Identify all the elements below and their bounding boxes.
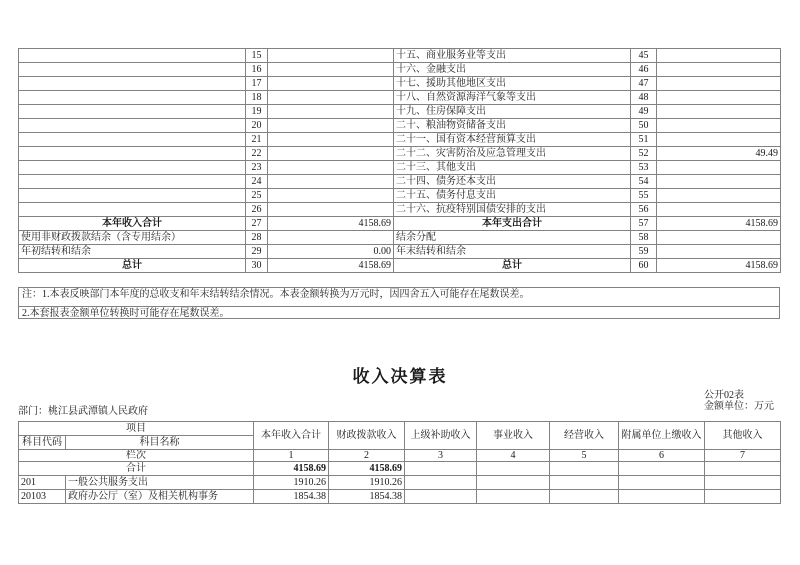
summary-row — [19, 77, 781, 91]
right-label: 十九、住房保障支出 — [394, 105, 631, 119]
header-col-fiscal-appropriation: 财政拨款收入 — [329, 422, 405, 450]
right-label: 二十五、债务付息支出 — [394, 189, 631, 203]
right-row-number: 60 — [631, 259, 657, 273]
summary-row — [19, 175, 781, 189]
right-label: 十五、商业服务业等支出 — [394, 49, 631, 63]
right-label: 二十、粮油物资储备支出 — [394, 119, 631, 133]
lane-num: 6 — [619, 450, 705, 462]
subject-name: 一般公共服务支出 — [66, 476, 254, 490]
right-value: 49.49 — [657, 147, 781, 161]
right-label: 二十六、抗疫特别国债安排的支出 — [394, 203, 631, 217]
left-value: 0.00 — [268, 245, 394, 259]
income-value — [705, 462, 781, 476]
summary-row — [19, 259, 781, 273]
right-value — [657, 119, 781, 133]
income-value: 1854.38 — [329, 490, 405, 504]
income-value — [477, 462, 550, 476]
lane-num: 7 — [705, 450, 781, 462]
income-value: 1854.38 — [254, 490, 329, 504]
left-label — [19, 147, 246, 161]
income-value — [477, 476, 550, 490]
summary-row — [19, 231, 781, 245]
right-row-number: 54 — [631, 175, 657, 189]
summary-row — [19, 133, 781, 147]
right-row-number: 47 — [631, 77, 657, 91]
header-col-operating-income: 经营收入 — [550, 422, 619, 450]
lane-row — [19, 450, 781, 462]
right-value — [657, 49, 781, 63]
income-value — [477, 490, 550, 504]
right-row-number: 49 — [631, 105, 657, 119]
left-value — [268, 49, 394, 63]
income-value: 4158.69 — [329, 462, 405, 476]
left-value — [268, 105, 394, 119]
left-label: 使用非财政拨款结余（含专用结余） — [19, 231, 246, 245]
summary-row — [19, 63, 781, 77]
right-label: 二十四、债务还本支出 — [394, 175, 631, 189]
left-value — [268, 231, 394, 245]
left-row-number: 18 — [246, 91, 268, 105]
summary-row — [19, 147, 781, 161]
left-row-number: 30 — [246, 259, 268, 273]
income-value — [405, 490, 477, 504]
income-value — [550, 462, 619, 476]
left-row-number: 28 — [246, 231, 268, 245]
left-value — [268, 63, 394, 77]
left-value — [268, 91, 394, 105]
left-value — [268, 77, 394, 91]
right-row-number: 51 — [631, 133, 657, 147]
summary-row — [19, 119, 781, 133]
department-label: 部门：桃江县武潭镇人民政府 — [18, 406, 148, 417]
right-row-number: 48 — [631, 91, 657, 105]
right-row-number: 46 — [631, 63, 657, 77]
left-row-number: 19 — [246, 105, 268, 119]
right-label: 结余分配 — [394, 231, 631, 245]
left-label — [19, 77, 246, 91]
income-value: 1910.26 — [254, 476, 329, 490]
summary-row — [19, 91, 781, 105]
header-project: 项目 — [19, 422, 254, 436]
left-row-number: 23 — [246, 161, 268, 175]
right-value — [657, 77, 781, 91]
income-table-body — [19, 462, 781, 504]
left-row-number: 17 — [246, 77, 268, 91]
left-value — [268, 189, 394, 203]
right-label: 二十三、其他支出 — [394, 161, 631, 175]
right-value — [657, 133, 781, 147]
left-value — [268, 147, 394, 161]
left-row-number: 25 — [246, 189, 268, 203]
right-value: 4158.69 — [657, 217, 781, 231]
right-label: 本年支出合计 — [394, 217, 631, 231]
left-label — [19, 189, 246, 203]
summary-row — [19, 105, 781, 119]
right-value: 4158.69 — [657, 259, 781, 273]
left-label — [19, 119, 246, 133]
right-value — [657, 245, 781, 259]
right-label: 十八、自然资源海洋气象等支出 — [394, 91, 631, 105]
summary-row — [19, 49, 781, 63]
lane-num: 3 — [405, 450, 477, 462]
left-value — [268, 161, 394, 175]
right-value — [657, 161, 781, 175]
left-row-number: 16 — [246, 63, 268, 77]
right-label: 二十二、灾害防治及应急管理支出 — [394, 147, 631, 161]
summary-note-1: 注：1.本表反映部门本年度的总收支和年末结转结余情况。本表金额转换为万元时，因四舍五入可能存在尾数误差。 — [18, 287, 780, 307]
income-row — [19, 490, 781, 504]
income-table — [18, 421, 781, 504]
income-value — [405, 462, 477, 476]
left-value — [268, 119, 394, 133]
lane-num: 5 — [550, 450, 619, 462]
left-label — [19, 203, 246, 217]
left-label — [19, 63, 246, 77]
right-value — [657, 231, 781, 245]
left-value — [268, 175, 394, 189]
right-label: 十六、金融支出 — [394, 63, 631, 77]
income-value — [619, 476, 705, 490]
summary-note-2: 2.本套报表金额单位转换时可能存在尾数误差。 — [18, 306, 780, 319]
left-row-number: 15 — [246, 49, 268, 63]
left-label: 年初结转和结余 — [19, 245, 246, 259]
right-row-number: 50 — [631, 119, 657, 133]
right-row-number: 56 — [631, 203, 657, 217]
income-value — [550, 476, 619, 490]
header-col-subordinate-remit: 附属单位上缴收入 — [619, 422, 705, 450]
right-label: 总计 — [394, 259, 631, 273]
left-label: 总计 — [19, 259, 246, 273]
income-value — [550, 490, 619, 504]
lane-num: 1 — [254, 450, 329, 462]
right-label: 年末结转和结余 — [394, 245, 631, 259]
income-value: 4158.69 — [254, 462, 329, 476]
right-label: 二十一、国有资本经营预算支出 — [394, 133, 631, 147]
subject-code: 201 — [19, 476, 66, 490]
income-value — [405, 476, 477, 490]
left-value: 4158.69 — [268, 259, 394, 273]
left-row-number: 29 — [246, 245, 268, 259]
left-row-number: 20 — [246, 119, 268, 133]
left-value — [268, 133, 394, 147]
right-value — [657, 175, 781, 189]
subject-name: 合计 — [19, 462, 254, 476]
income-value — [619, 462, 705, 476]
income-row — [19, 476, 781, 490]
header-col-superior-subsidy: 上级补助收入 — [405, 422, 477, 450]
summary-row — [19, 189, 781, 203]
subject-code: 20103 — [19, 490, 66, 504]
right-row-number: 52 — [631, 147, 657, 161]
right-value — [657, 189, 781, 203]
table-meta — [704, 390, 774, 412]
right-row-number: 59 — [631, 245, 657, 259]
right-row-number: 58 — [631, 231, 657, 245]
left-row-number: 27 — [246, 217, 268, 231]
right-value — [657, 203, 781, 217]
income-table-title: 收入决算表 — [352, 367, 448, 386]
header-col-other-income: 其他收入 — [705, 422, 781, 450]
header-col-total-income: 本年收入合计 — [254, 422, 329, 450]
left-label — [19, 161, 246, 175]
left-label: 本年收入合计 — [19, 217, 246, 231]
right-row-number: 55 — [631, 189, 657, 203]
income-value — [705, 476, 781, 490]
left-value — [268, 203, 394, 217]
right-row-number: 57 — [631, 217, 657, 231]
income-header-row-1 — [19, 422, 781, 436]
lane-num: 2 — [329, 450, 405, 462]
summary-table-body — [19, 49, 781, 273]
summary-row — [19, 161, 781, 175]
summary-row — [19, 203, 781, 217]
summary-row — [19, 217, 781, 231]
left-label — [19, 133, 246, 147]
amount-unit-label: 金额单位：万元 — [704, 401, 774, 412]
subject-name: 政府办公厅（室）及相关机构事务 — [66, 490, 254, 504]
left-row-number: 26 — [246, 203, 268, 217]
right-value — [657, 91, 781, 105]
left-value: 4158.69 — [268, 217, 394, 231]
right-row-number: 45 — [631, 49, 657, 63]
income-row — [19, 462, 781, 476]
right-label: 十七、援助其他地区支出 — [394, 77, 631, 91]
header-subject-name: 科目名称 — [66, 436, 254, 450]
left-label — [19, 105, 246, 119]
left-label — [19, 175, 246, 189]
left-row-number: 24 — [246, 175, 268, 189]
table-code-label: 公开02表 — [704, 390, 744, 401]
income-value: 1910.26 — [329, 476, 405, 490]
right-value — [657, 63, 781, 77]
lane-num: 4 — [477, 450, 550, 462]
right-value — [657, 105, 781, 119]
header-subject-code: 科目代码 — [19, 436, 66, 450]
summary-row — [19, 245, 781, 259]
summary-table — [18, 48, 781, 273]
left-label — [19, 91, 246, 105]
header-col-business-income: 事业收入 — [477, 422, 550, 450]
left-label — [19, 49, 246, 63]
income-value — [619, 490, 705, 504]
lane-label: 栏次 — [19, 450, 254, 462]
income-value — [705, 490, 781, 504]
left-row-number: 21 — [246, 133, 268, 147]
left-row-number: 22 — [246, 147, 268, 161]
right-row-number: 53 — [631, 161, 657, 175]
